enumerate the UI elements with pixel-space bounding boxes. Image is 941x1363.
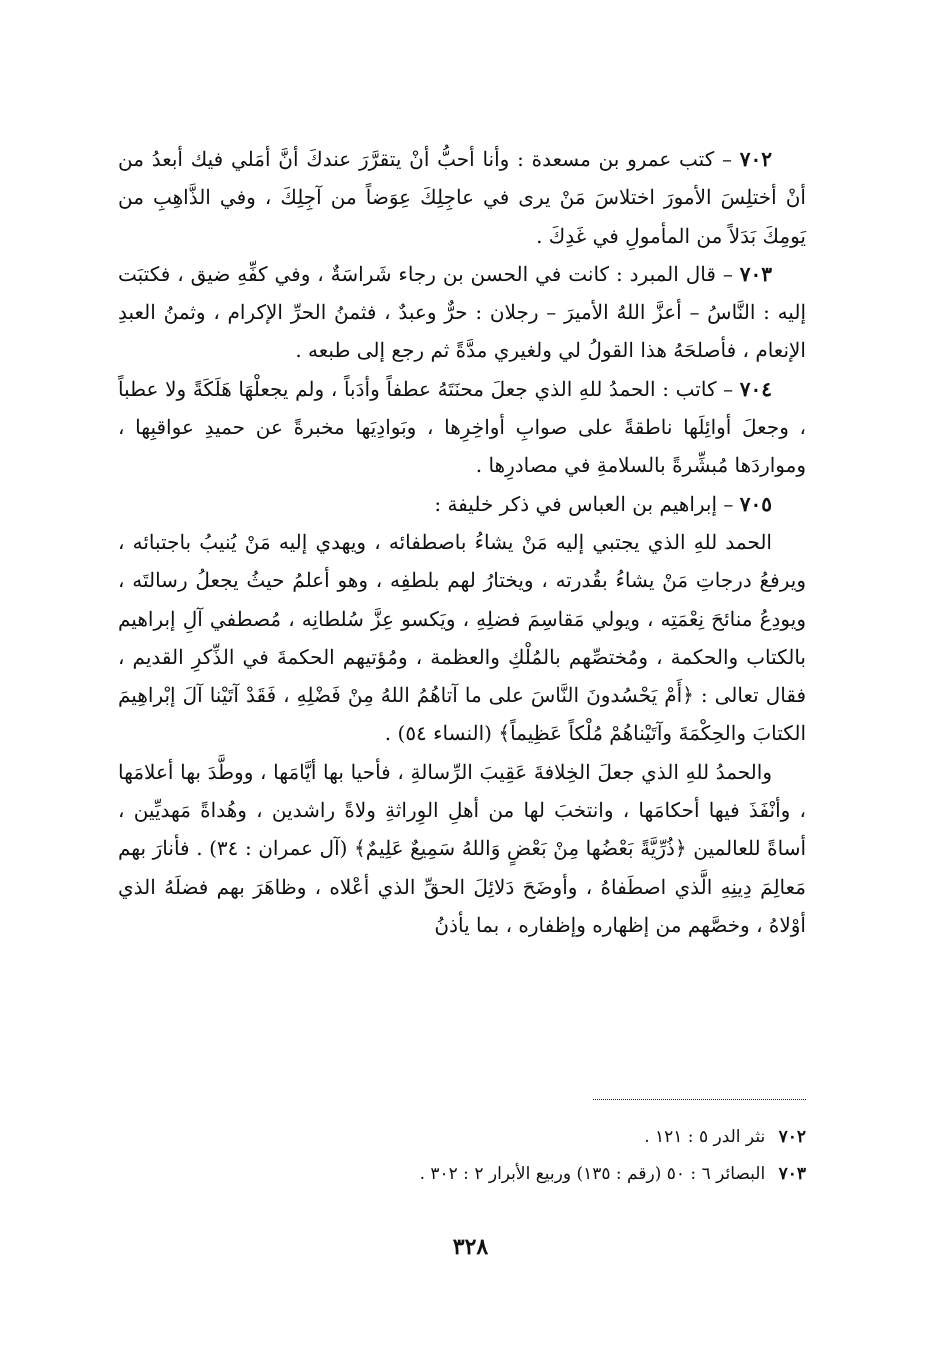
quote-reference: (آل عمران : ٣٤) .	[196, 836, 348, 861]
footnote-number: ٧٠٣	[778, 1164, 806, 1184]
entry-text: قال المبرد : كانت في الحسن بن رجاء شَراسَةٌ ، وفي كفِّهِ ضيق ، فكتبَت إليه : النَّاسُ – أعزَّ اللهُ الأميرَ – رجلان : حرٌّ وعبدٌ ، فثمنُ الحرِّ الإكرام ، وثمنُ العبدِ الإنعام ، فأصلحَهُ هذا القولُ لي ولغيري مدَّةً ثم رجع إلى طبعه .	[118, 261, 806, 363]
entry-number: ٧٠٥	[739, 491, 772, 516]
entry-704	[118, 370, 806, 485]
quran-quote: ﴿أَمْ يَحْسُدونَ النَّاسَ على ما آتاهُمُ اللهُ مِنْ فَضْلِهِ ، فَقَدْ آتَيْنا آلَ إبْراهِيمَ الكتابَ والحِكْمَةَ وآتَيْناهُمْ مُلْكاً عَظِيماً﴾	[118, 683, 806, 746]
footnote	[118, 1119, 806, 1156]
entry-number: ٧٠٣	[739, 261, 773, 286]
entry-703	[118, 255, 806, 370]
body-paragraph-2	[118, 753, 806, 944]
entry-number: ٧٠٤	[739, 376, 773, 401]
paragraph-text: الحمد للهِ الذي يجتبي إليه مَنْ يشاءُ باصطفائه ، ويهدي إليه مَنْ يُنيبُ باجتبائه ، ويرفعُ درجاتِ مَنْ يشاءُ بقُدرته ، ويختارُ لهم بلطفِه ، وهو أعلمُ حيثُ يجعلُ رسالتَه ، ويودِعُ منائحَ نِعْمَتِه ، ويولي مَقاسِمَ فضلِهِ ، ويَكسو عِزَّ سُلطانِه ، مُصطفي آلِ إبراهيم بالكتاب والحكمة ، ومُختصِّهم بالمُلْكِ والعظمة ، ومُؤتيهم الحكمةَ في الذِّكرِ القديم ، فقال تعالى :	[118, 529, 806, 708]
footnote-text: نثر الدر ٥ : ١٢١ .	[644, 1127, 766, 1147]
entry-text: إبراهيم بن العباس في ذكر خليفة :	[434, 491, 718, 516]
entry-dash: –	[722, 147, 732, 171]
entry-dash: –	[723, 491, 734, 516]
footnote-number: ٧٠٢	[778, 1127, 806, 1147]
body-paragraph-1	[118, 523, 806, 753]
entry-dash: –	[722, 261, 733, 286]
page-number: ٣٢٨	[452, 1234, 489, 1260]
quran-quote: ﴿ذُرِّيَّةً بَعْضُها مِنْ بَعْضٍ وَاللهُ سَمِيعٌ عَلِيمٌ﴾	[354, 836, 687, 861]
footnote-divider	[593, 1099, 806, 1100]
footnotes	[118, 1119, 806, 1193]
quote-reference: (النساء ٥٤) .	[384, 721, 492, 746]
main-text	[118, 140, 806, 944]
entry-705	[118, 485, 806, 523]
entry-number: ٧٠٢	[739, 147, 772, 171]
entry-text: كاتب : الحمدُ للهِ الذي جعلَ محنَتَهُ عطفاً وأدَباً ، ولم يجعلْهَا هَلَكَةً ولا عطباً ، وجعلَ أوائِلَها ناطقةً على صوابِ أواخِرِها ، وبَوادِيَها مخبرةً عن حميدِ عواقبِها ، ومواردَها مُبشِّرةً بالسلامةِ في مصادرِها .	[118, 376, 806, 478]
footnote	[118, 1156, 806, 1193]
footnote-text: البصائر ٦ : ٥٠ (رقم : ١٣٥) وربيع الأبرار ٢ : ٣٠٢ .	[419, 1164, 766, 1184]
entry-702	[118, 140, 806, 255]
entry-dash: –	[723, 376, 734, 401]
paragraph-text: والحمدُ للهِ الذي جعلَ الخِلافةَ عَقِيبَ الرِّسالةِ ، فأحيا بها أيَّامَها ، ووطَّدَ بها أعلامَها ، وأنْفَذَ فيها أحكامَها ، وانتخبَ لها من أهلِ الوِراثةِ ولاةً راشدين ، وهُداةً مَهديِّين ، أساةً للعالمين	[118, 759, 807, 861]
entry-text: كتب عمرو بن مسعدة : وأنا أحبُّ أنْ يتقرَّرَ عندكَ أنَّ أمَلي فيك أبعدُ من أنْ أختلِسَ الأمورَ اختلاسَ مَنْ يرى في عاجِلِكَ عِوَضاً من آجِلِكَ ، وفي الذَّاهِبِ من يَومِكَ بَدَلاً من المأمولِ في غَدِكَ .	[118, 147, 806, 248]
paragraph-text-continued: فأنارَ بهم مَعالِمَ دِينِهِ الَّذي اصطَفاهُ ، وأوضَحَ دَلائِلَ الحقِّ الذي أعْلاه ، وظاهَرَ بهم فضلَهُ الذي أوْلاهُ ، وخصَّهم من إظهاره وإظفاره ، بما يأذنُ	[118, 836, 806, 937]
